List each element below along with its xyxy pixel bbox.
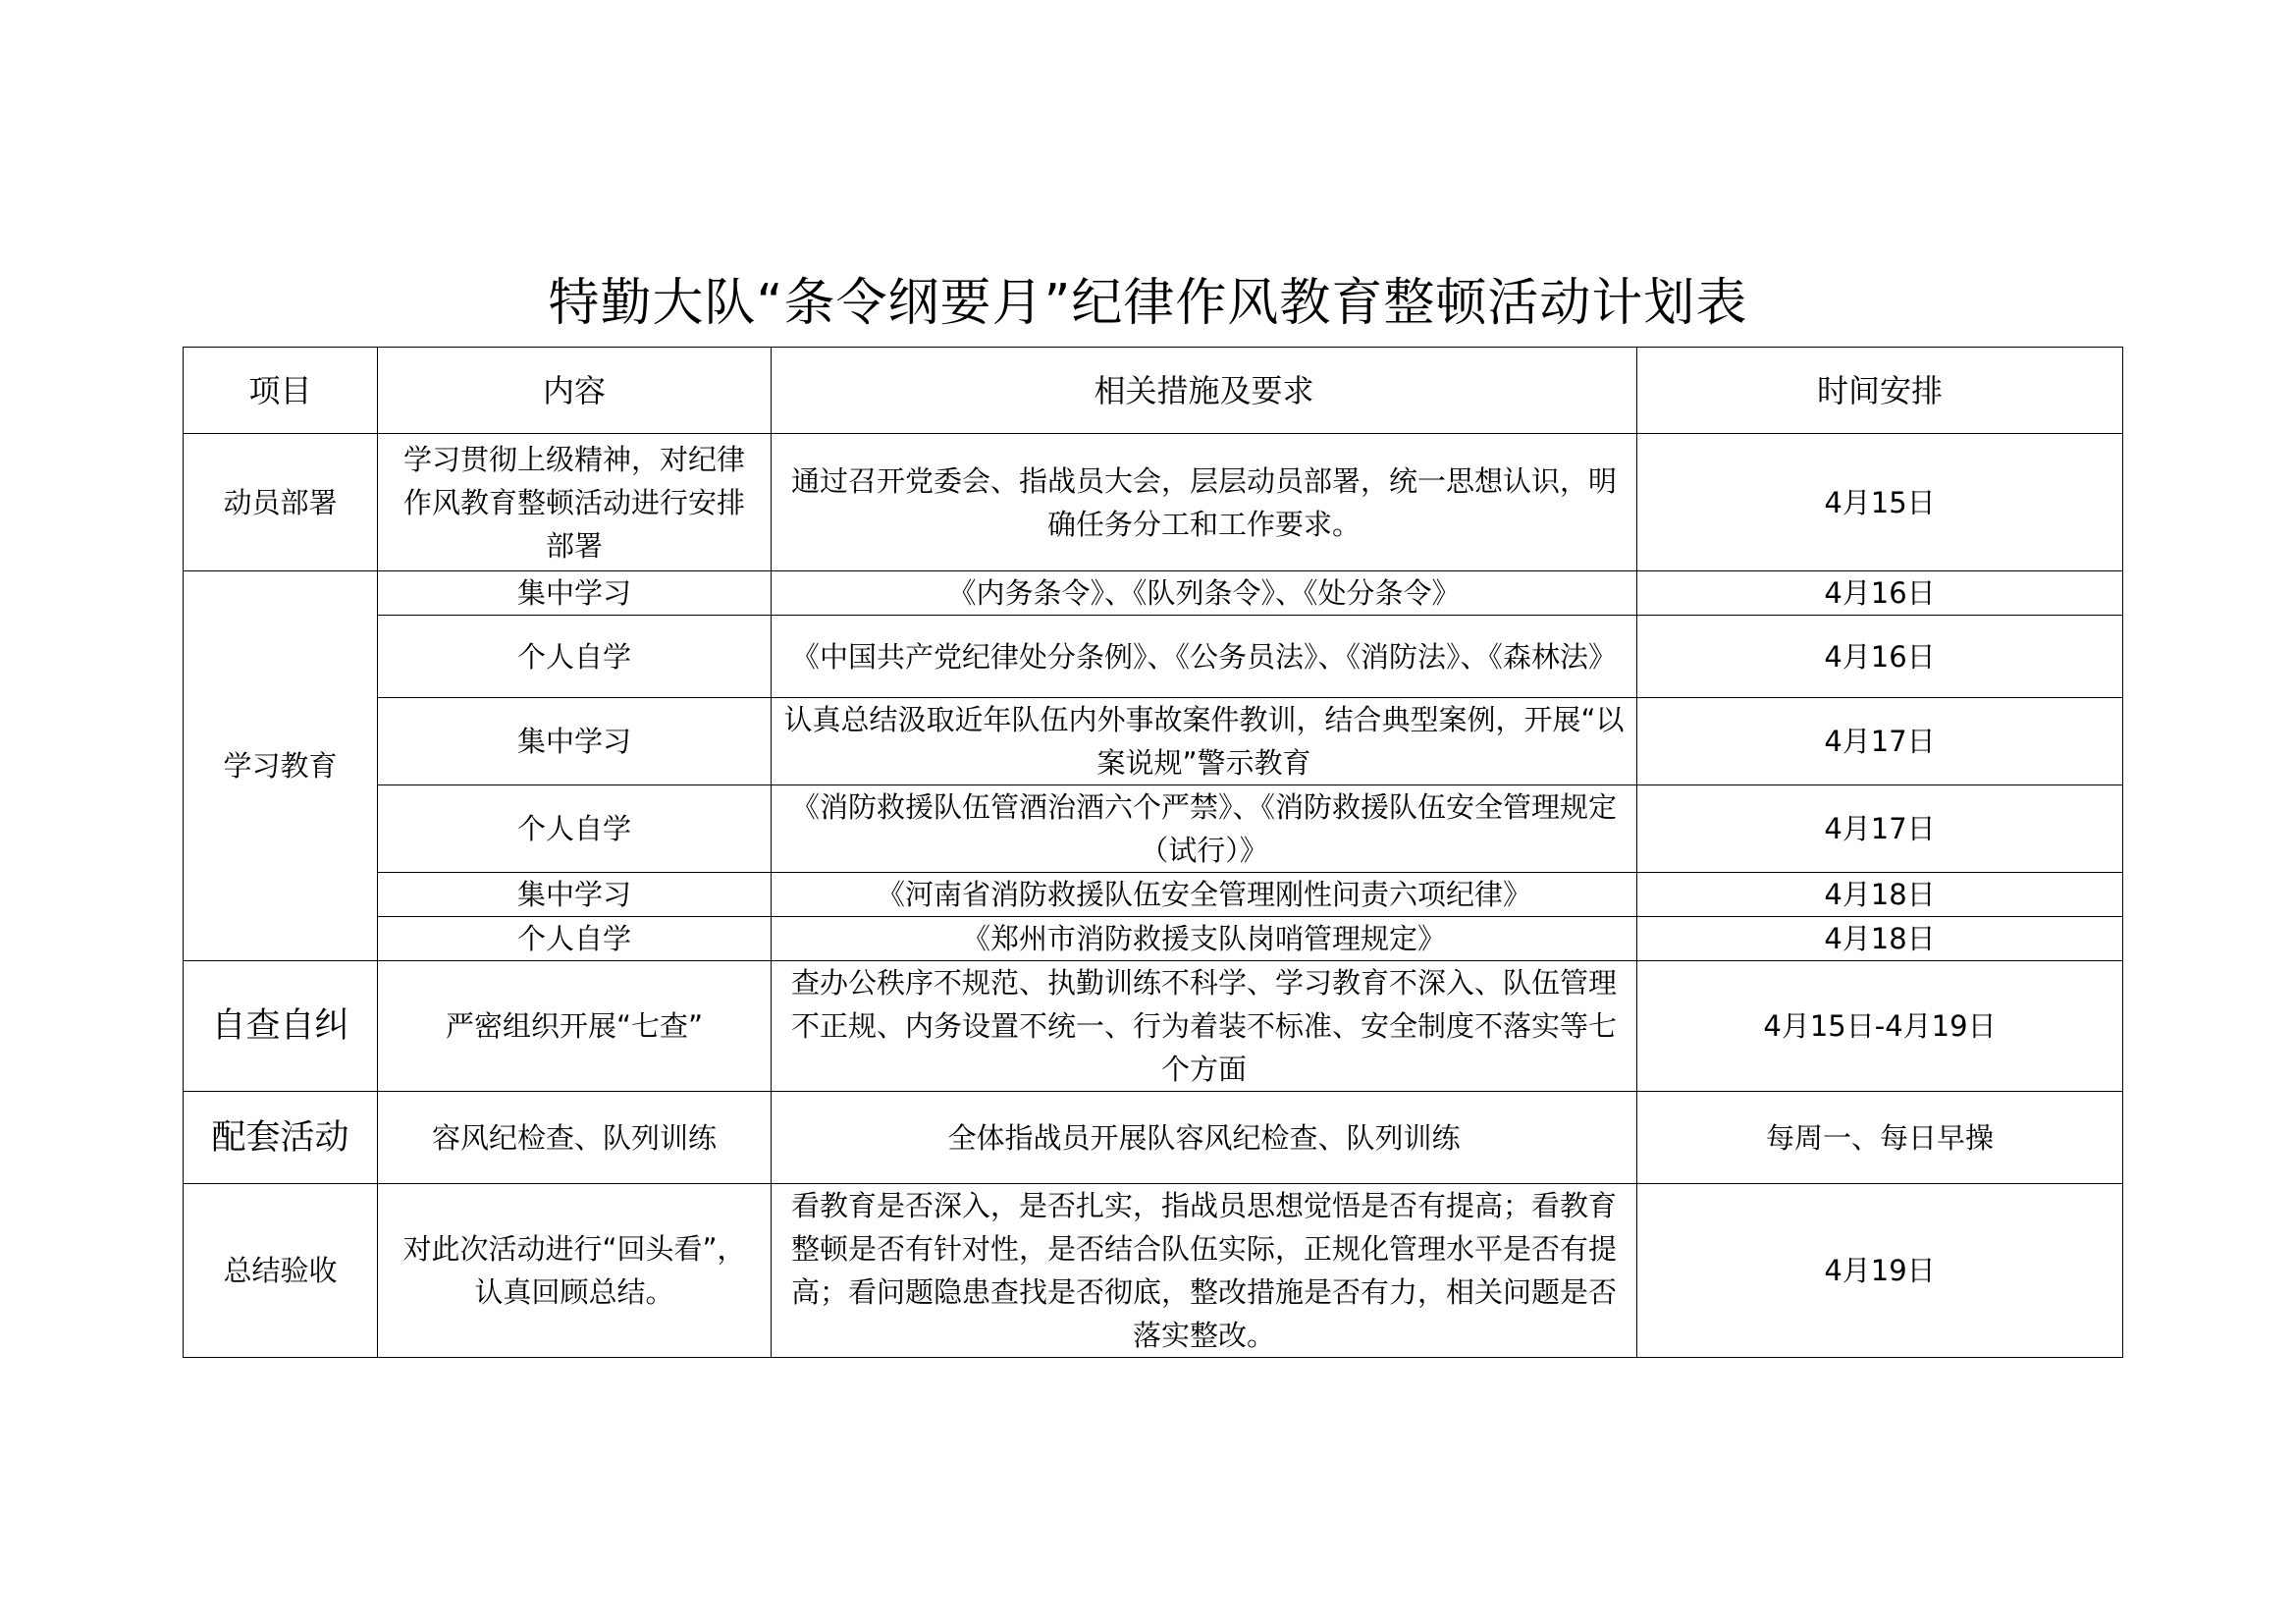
cell-content: 容风纪检查、队列训练: [378, 1092, 772, 1184]
cell-content: 严密组织开展“七查”: [378, 961, 772, 1092]
header-row: [184, 348, 2123, 434]
cell-item: 总结验收: [184, 1184, 378, 1358]
cell-measures: 《内务条令》、《队列条令》、《处分条令》: [772, 571, 1637, 616]
table-row: [184, 785, 2123, 873]
table-row: [184, 616, 2123, 698]
table-row: [184, 873, 2123, 917]
cell-content: 个人自学: [378, 917, 772, 961]
cell-schedule: 4月15日: [1637, 434, 2123, 571]
cell-measures: 《消防救援队伍管酒治酒六个严禁》、《消防救援队伍安全管理规定（试行）》: [772, 785, 1637, 873]
header-item: 项目: [184, 348, 378, 434]
cell-measures: 《河南省消防救援队伍安全管理刚性问责六项纪律》: [772, 873, 1637, 917]
cell-schedule: 4月19日: [1637, 1184, 2123, 1358]
cell-item: 自查自纠: [184, 961, 378, 1092]
cell-measures: 看教育是否深入，是否扎实，指战员思想觉悟是否有提高；看教育整顿是否有针对性，是否结合队伍实际，正规化管理水平是否有提高；看问题隐患查找是否彻底，整改措施是否有力，相关问题是否落实整改。: [772, 1184, 1637, 1358]
cell-measures: 《郑州市消防救援支队岗哨管理规定》: [772, 917, 1637, 961]
cell-content: 集中学习: [378, 571, 772, 616]
cell-measures: 《中国共产党纪律处分条例》、《公务员法》、《消防法》、《森林法》: [772, 616, 1637, 698]
cell-schedule: 4月17日: [1637, 698, 2123, 785]
table-row: [184, 1092, 2123, 1184]
header-content: 内容: [378, 348, 772, 434]
cell-schedule: 4月15日-4月19日: [1637, 961, 2123, 1092]
header-schedule: 时间安排: [1637, 348, 2123, 434]
plan-table: [183, 347, 2123, 1358]
cell-content: 集中学习: [378, 698, 772, 785]
cell-content: 个人自学: [378, 616, 772, 698]
cell-measures: 通过召开党委会、指战员大会，层层动员部署，统一思想认识，明确任务分工和工作要求。: [772, 434, 1637, 571]
cell-measures: 全体指战员开展队容风纪检查、队列训练: [772, 1092, 1637, 1184]
cell-schedule: 4月17日: [1637, 785, 2123, 873]
cell-schedule: 4月18日: [1637, 873, 2123, 917]
cell-content: 集中学习: [378, 873, 772, 917]
cell-schedule: 4月18日: [1637, 917, 2123, 961]
header-measures: 相关措施及要求: [772, 348, 1637, 434]
cell-item: 配套活动: [184, 1092, 378, 1184]
table-row: [184, 698, 2123, 785]
table-row: [184, 571, 2123, 616]
cell-measures: 认真总结汲取近年队伍内外事故案件教训，结合典型案例，开展“以案说规”警示教育: [772, 698, 1637, 785]
cell-content: 对此次活动进行“回头看”，认真回顾总结。: [378, 1184, 772, 1358]
table-row: [184, 1184, 2123, 1358]
table-row: [184, 434, 2123, 571]
page-title: 特勤大队“条令纲要月”纪律作风教育整顿活动计划表: [548, 274, 1748, 333]
cell-item: 动员部署: [184, 434, 378, 571]
cell-schedule: 4月16日: [1637, 616, 2123, 698]
cell-item: 学习教育: [184, 571, 378, 961]
cell-schedule: 4月16日: [1637, 571, 2123, 616]
table-row: [184, 917, 2123, 961]
cell-content: 个人自学: [378, 785, 772, 873]
cell-measures: 查办公秩序不规范、执勤训练不科学、学习教育不深入、队伍管理不正规、内务设置不统一、行为着装不标准、安全制度不落实等七个方面: [772, 961, 1637, 1092]
table-row: [184, 961, 2123, 1092]
cell-content: 学习贯彻上级精神，对纪律作风教育整顿活动进行安排部署: [378, 434, 772, 571]
cell-schedule: 每周一、每日早操: [1637, 1092, 2123, 1184]
